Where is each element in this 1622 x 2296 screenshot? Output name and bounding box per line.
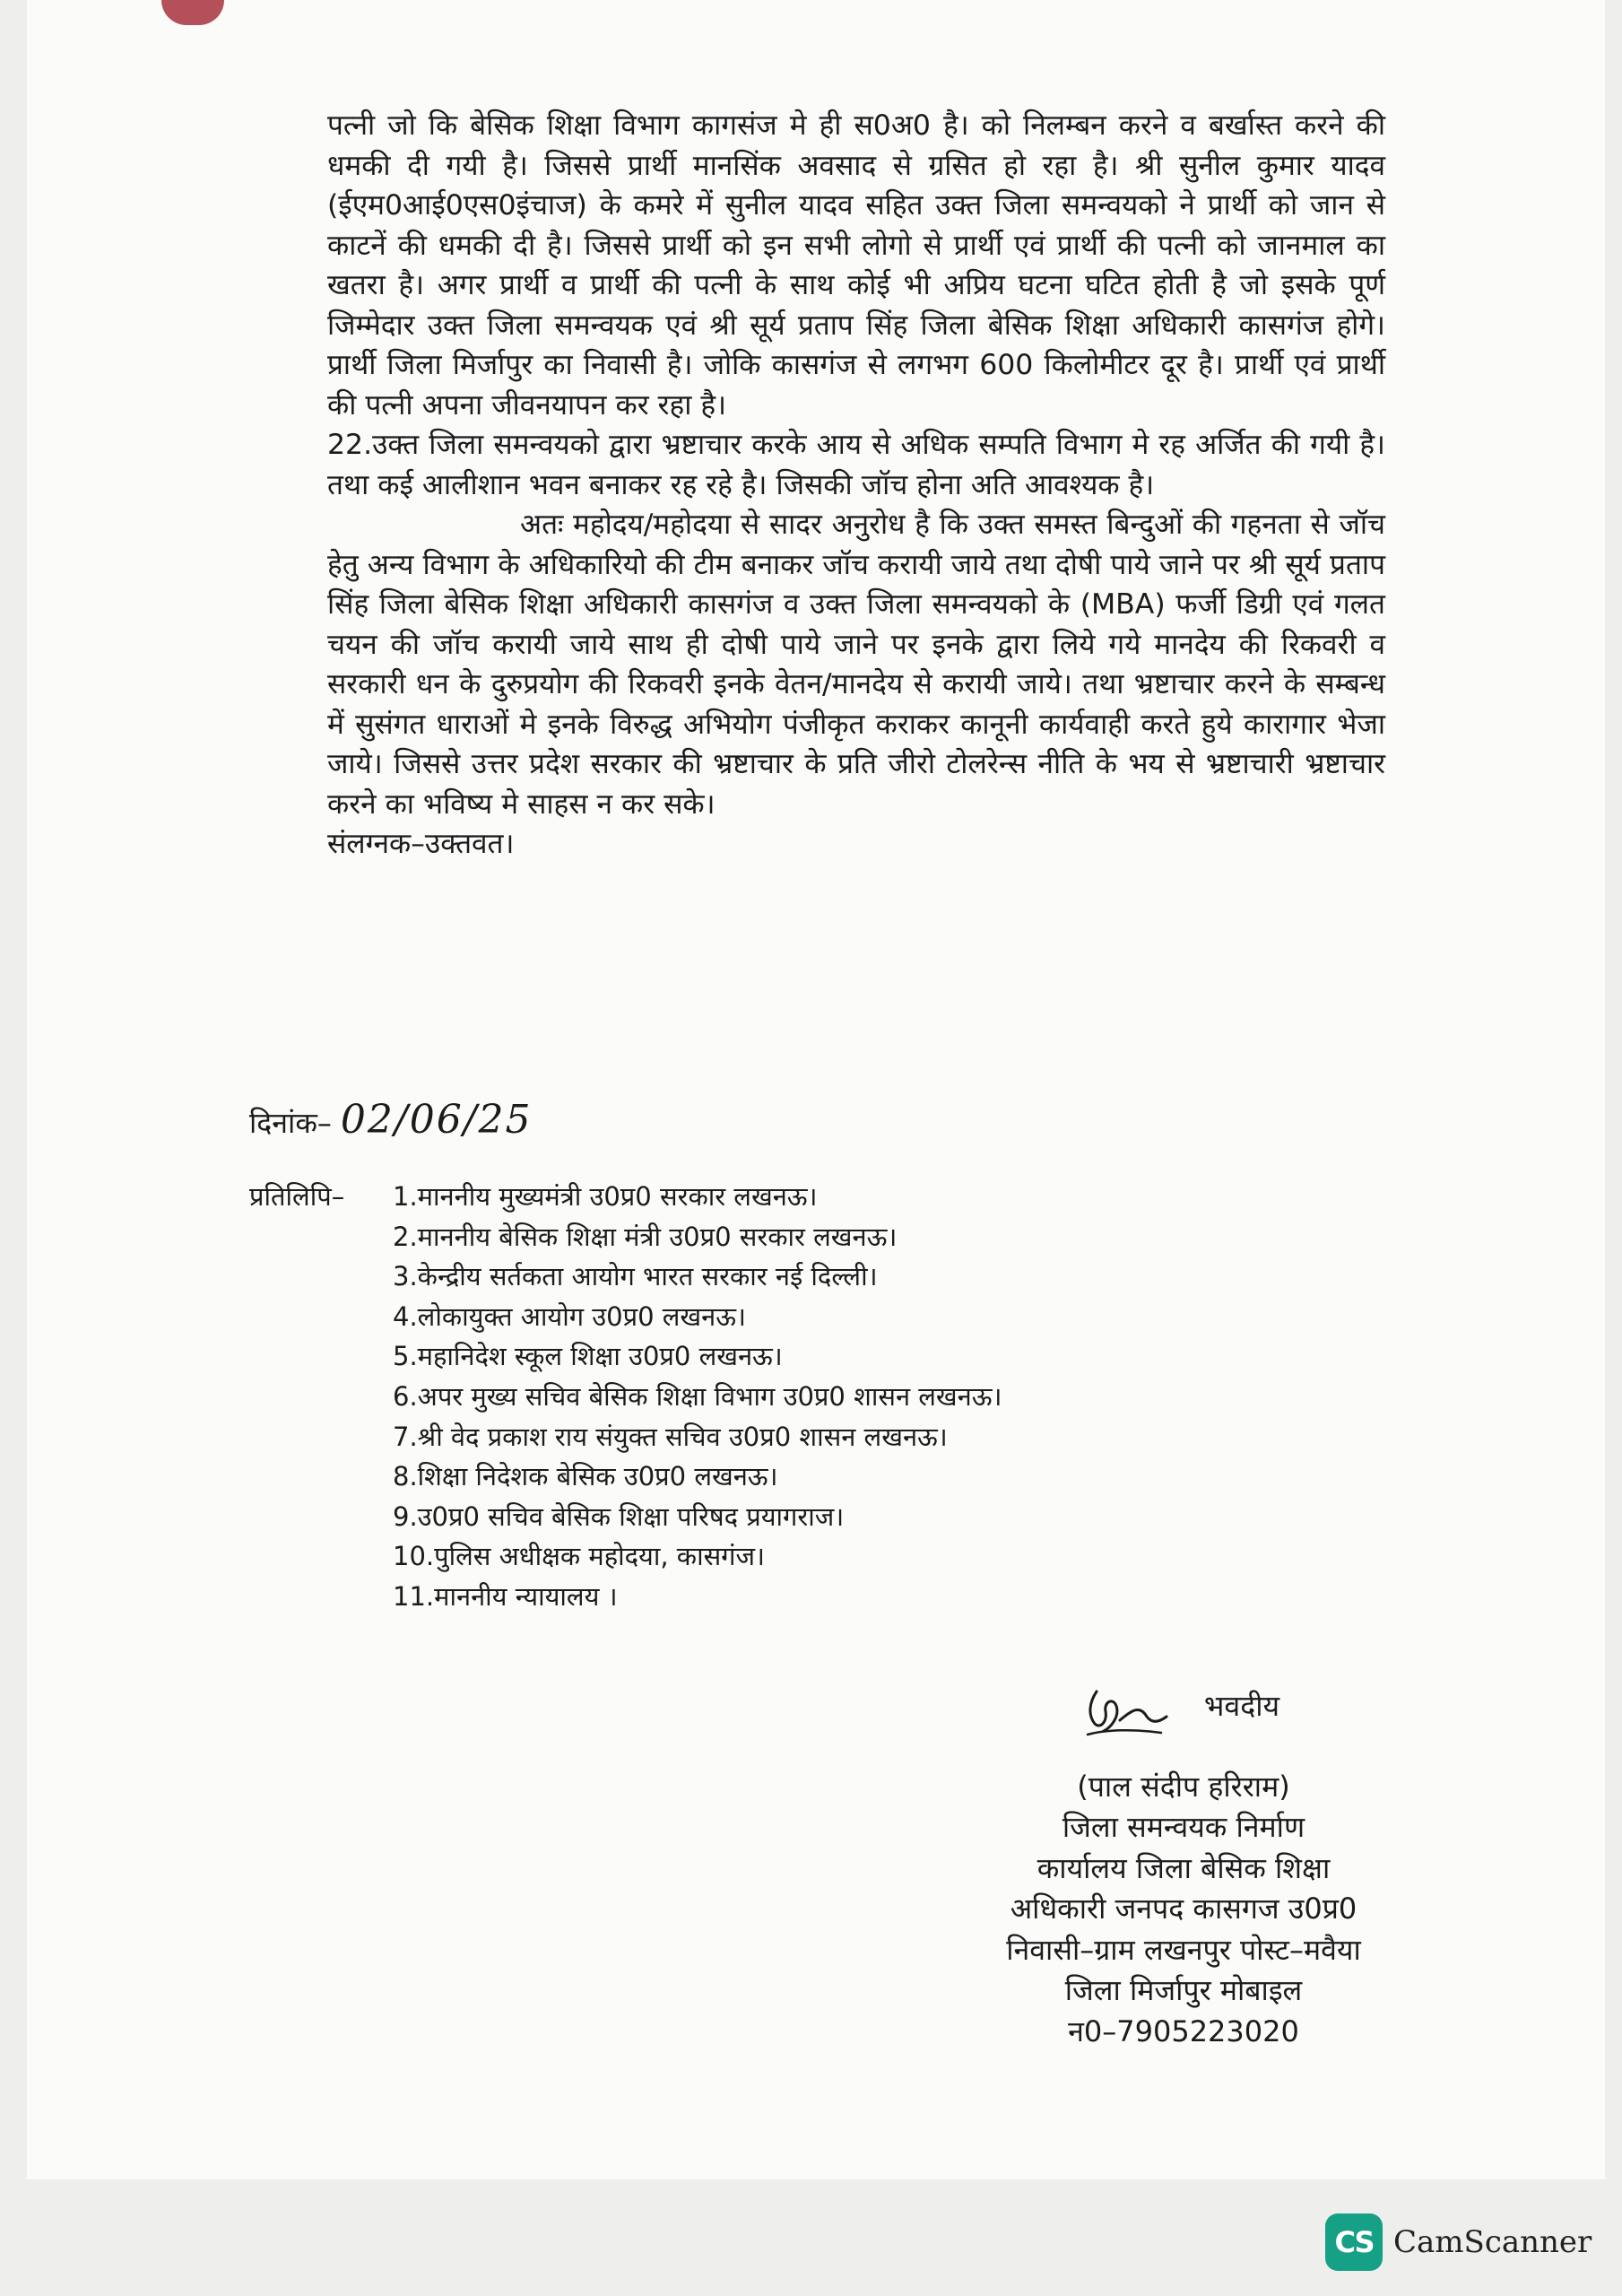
list-item: 9.उ0प्र0 सचिव बेसिक शिक्षा परिषद प्रयागराज। [393,1500,845,1532]
list-item: 6.अपर मुख्य सचिव बेसिक शिक्षा विभाग उ0प्र0 शासन लखनऊ। [393,1380,1002,1412]
closing-line: भवदीय [1203,1689,1280,1723]
camscanner-watermark [1325,2213,1592,2271]
signatory-detail: निवासी–ग्राम लखनपुर पोस्ट–मवैया [1006,1932,1361,1967]
list-item: 2.माननीय बेसिक शिक्षा मंत्री उ0प्र0 सरकार लखनऊ। [393,1221,898,1252]
date-line [249,1099,533,1144]
list-item: 7.श्री वेद प्रकाश राय संयुक्त सचिव उ0प्र0 शासन लखनऊ। [393,1421,948,1452]
list-item: 8.शिक्षा निदेशक बेसिक उ0प्र0 लखनऊ। [393,1461,778,1492]
copy-label: प्रतिलिपि– [249,1181,345,1212]
camscanner-logo-icon: CS [1325,2213,1383,2271]
corner-fold [161,0,224,25]
list-item: 3.केन्द्रीय सर्तकता आयोग भारत सरकार नई दिल्ली। [393,1261,878,1292]
body-paragraph: पत्नी जो कि बेसिक शिक्षा विभाग कागसंज मे ही स0अ0 है। को निलम्बन करने व बर्खास्त करने की धमकी दी गयी है। जिससे प्रार्थी मानसिंक अवसाद से ग्रसित हो रहा है। श्री सुनील कुमार यादव (ईएम0आई0एस0इंचाज) के कमरे में सुनील यादव सहित उक्त जिला समन्वयको ने प्रार्थी को जान से काटनें की धमकी दी है। जिससे प्रार्थी को इन सभी लोगो से प्रार्थी एवं प्रार्थी की पत्नी को जानमाल का खतरा है। अगर प्रार्थी व प्रार्थी की पत्नी के साथ कोई भी अप्रिय घटना घटित होती है जो इसके पूर्ण जिम्मेदार उक्त जिला समन्वयक एवं श्री सूर्य प्रताप सिंह जिला बेसिक शिक्षा अधिकारी कासगंज होगे। प्रार्थी जिला मिर्जापुर का निवासी है। जोकि कासगंज से लगभग 600 किलोमीटर दूर है। प्रार्थी एवं प्रार्थी की पत्नी अपना जीवनयापन कर रहा है। [327,109,1385,422]
list-item: 4.लोकायुक्त आयोग उ0प्र0 लखनऊ। [393,1300,746,1332]
body-paragraph: 22.उक्त जिला समन्वयको द्वारा भ्रष्टाचार करके आय से अधिक सम्पति विभाग मे रह अर्जित की गयी है। तथा कई आलीशान भवन बनाकर रह रहे है। जिसकी जॉच होना अति आवश्यक है। [327,429,1385,501]
date-label: दिनांक– [249,1106,332,1140]
signatory-mobile: न0–7905223020 [1068,2013,1299,2048]
signatory-name: (पाल संदीप हरिराम) [1077,1769,1290,1804]
attachment-line: संलग्नक–उक्तवत। [327,828,515,860]
list-item: 5.महानिदेश स्कूल शिक्षा उ0प्र0 लखनऊ। [393,1341,783,1372]
signatory-detail: अधिकारी जनपद कासगज उ0प्र0 [1010,1892,1357,1926]
copy-list [249,1177,1236,1617]
list-item: 11.माननीय न्यायालय । [393,1580,618,1612]
signatory-detail: जिला समन्वयक निर्माण [1062,1810,1305,1844]
signatory-detail: कार्यालय जिला बेसिक शिक्षा [1037,1850,1331,1885]
date-value: 02/06/25 [340,1097,533,1143]
signature-block [932,1686,1435,2052]
request-paragraph: अतः महोदय/महोदया से सादर अनुरोध है कि उक्त समस्त बिन्दुओं की गहनता से जॉच हेतु अन्य विभाग के अधिकारियो की टीम बनाकर जॉच करायी जाये तथा दोषी पाये जाने पर श्री सूर्य प्रताप सिंह जिला बेसिक शिक्षा अधिकारी कासगंज व उक्त जिला समन्वयको के (MBA) फर्जी डिग्री एवं गलत चयन की जॉच करायी जाये साथ ही दोषी पाये जाने पर इनके द्वारा लिये गये मानदेय की रिकवरी व सरकारी धन के दुरुप्रयोग की रिकवरी इनके वेतन/मानदेय से करायी जाये। तथा भ्रष्टाचार करने के सम्बन्ध में सुसंगत धाराओं मे इनके विरुद्ध अभियोग पंजीकृत कराकर कानूनी कार्यवाही करते हुये कारागार भेजा जाये। जिससे उत्तर प्रदेश सरकार की भ्रष्टाचार के प्रति जीरो टोलरेन्स नीति के भय से भ्रष्टाचारी भ्रष्टाचार करने का भविष्य मे साहस न कर सके। [327,509,1385,821]
camscanner-text: CamScanner [1393,2224,1592,2260]
letter-body [327,106,1385,865]
signatory-detail: जिला मिर्जापुर मोबाइल [1064,1973,1303,2007]
scanned-page [27,0,1605,2179]
list-item: 1.माननीय मुख्यमंत्री उ0प्र0 सरकार लखनऊ। [393,1181,818,1212]
copy-recipients [249,1177,1236,1617]
list-item: 10.पुलिस अधीक्षक महोदया, कासगंज। [393,1541,766,1572]
